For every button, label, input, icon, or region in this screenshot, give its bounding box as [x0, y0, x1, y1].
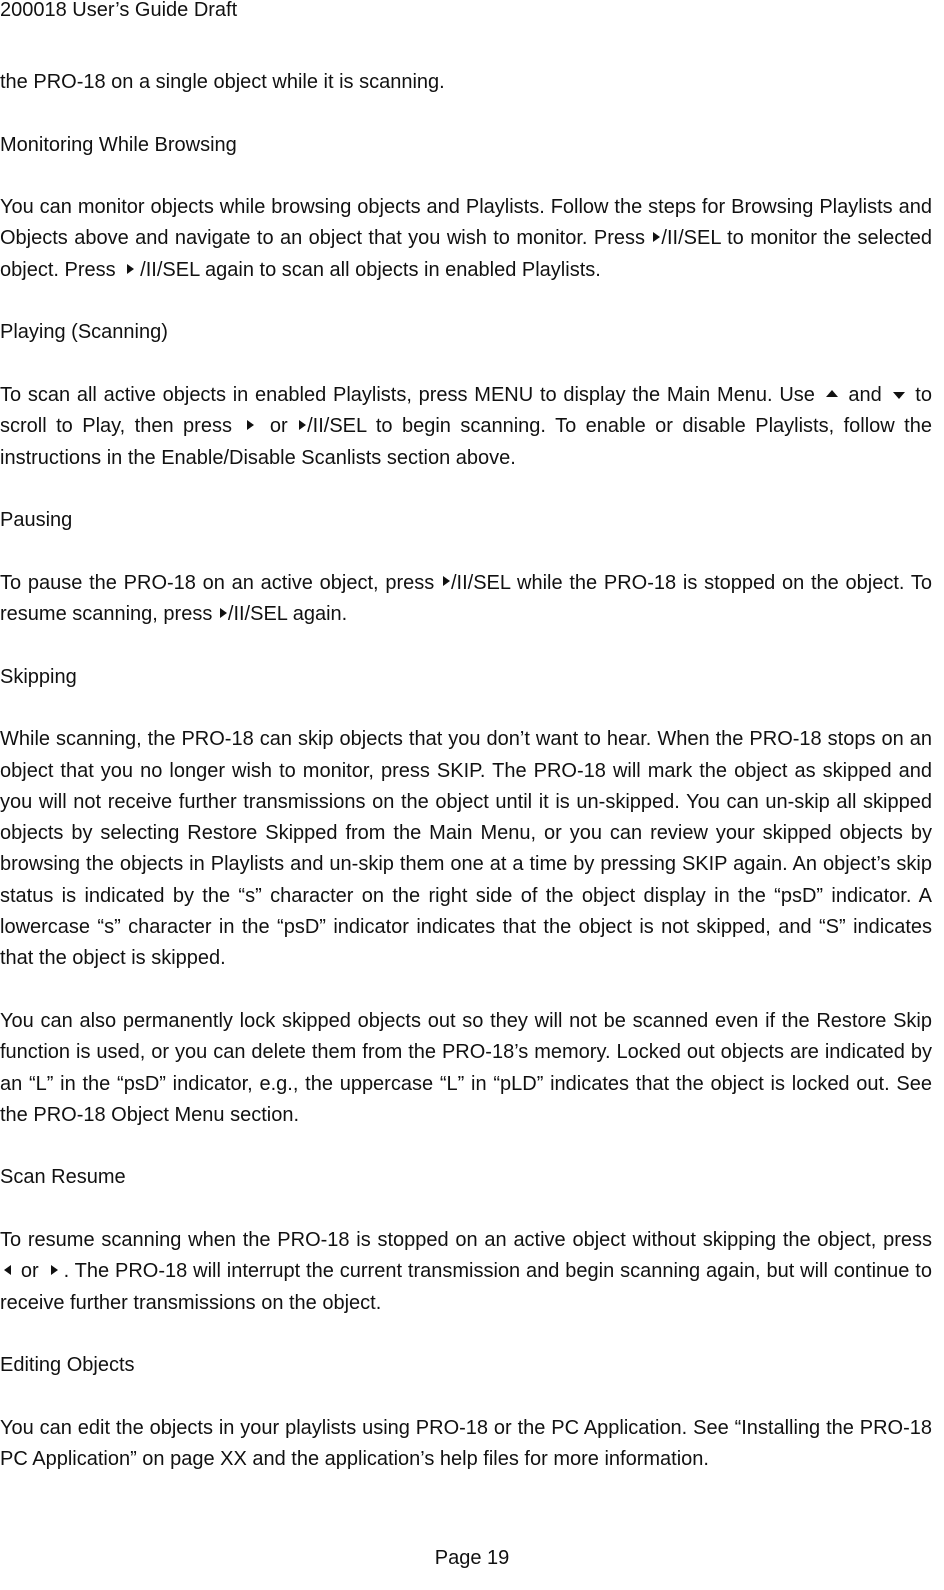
paragraph-scan-resume: To resume scanning when the PRO-18 is stopped on an active object without skipping the object, press or . The PRO-18 will interrupt the current transmission and begin scanning again, but will continue to receive further transmissions on the object. — [0, 1228, 932, 1314]
paragraph-skipping: While scanning, the PRO-18 can skip objects that you don’t want to hear. When the PRO-18 stops on an object that you no longer wish to monitor, press SKIP. The PRO-18 will mark the object as skipped and you will not receive further transmissions on the object until it is un-skipped. You can un-skip all skipped objects by selecting Restore Skipped from the Main Menu, or you can review your skipped objects by browsing the objects in Playlists and un-skip them one at a time by pressing SKIP again. An object’s skip status is indicated by the “s” character on the right side of the object display in the “psD” indicator. A lowercase “s” character in the “psD” indicator indicates that the object is not skipped, and “S” indicates that the object is skipped. — [0, 728, 932, 970]
down-arrow-icon — [893, 392, 905, 399]
heading-monitoring-while-browsing: Monitoring While Browsing — [0, 133, 237, 156]
left-arrow-icon — [4, 1265, 11, 1275]
play-icon — [220, 608, 227, 618]
play-icon — [299, 420, 306, 430]
paragraph-monitoring: You can monitor objects while browsing objects and Playlists. Follow the steps for Browsing Playlists and Objects above and navigate to an object that you wish to monitor. Press /II/SEL to monitor the selected object. Press /II/SEL again to scan all objects in enabled Playlists. — [0, 196, 932, 281]
right-arrow-icon — [51, 1265, 58, 1275]
play-icon — [443, 576, 450, 586]
paragraph-lockout: You can also permanently lock skipped objects out so they will not be scanned even if the Restore Skip function is used, or you can delete them from the PRO-18’s memory. Locked out objects are indicated by an “L” in the “psD” indicator, e.g., the uppercase “L” in “pLD” indicates that the object is locked out. See the PRO-18 Object Menu section. — [0, 1009, 932, 1126]
heading-pausing: Pausing — [0, 509, 73, 532]
document-header: 200018 User’s Guide Draft — [0, 0, 238, 21]
heading-editing-objects: Editing Objects — [0, 1354, 135, 1377]
heading-playing-scanning: Playing (Scanning) — [0, 321, 168, 344]
document-body — [0, 67, 932, 1507]
heading-scan-resume: Scan Resume — [0, 1166, 126, 1189]
paragraph-playing: To scan all active objects in enabled Playlists, press MENU to display the Main Menu. Use and to scroll to Play, then press or /II/SEL to begin scanning. To enable or disable Playlists, follow the instructions in the Enable/Disable Scanlists section above. — [0, 383, 932, 469]
heading-skipping: Skipping — [0, 665, 77, 688]
up-arrow-icon — [826, 390, 838, 397]
paragraph-intro: the PRO-18 on a single object while it is scanning. — [0, 71, 445, 93]
play-icon — [127, 264, 134, 274]
paragraph-pausing: To pause the PRO-18 on an active object, press /II/SEL while the PRO-18 is stopped on the object. To resume scanning, press /II/SEL again. — [0, 571, 932, 626]
play-icon — [653, 232, 660, 242]
paragraph-editing: You can edit the objects in your playlists using PRO-18 or the PC Application. See “Installing the PRO-18 PC Application” on page XX and the application’s help files for more information. — [0, 1416, 932, 1471]
right-arrow-icon — [247, 420, 254, 430]
page-number: Page 19 — [434, 1547, 510, 1569]
